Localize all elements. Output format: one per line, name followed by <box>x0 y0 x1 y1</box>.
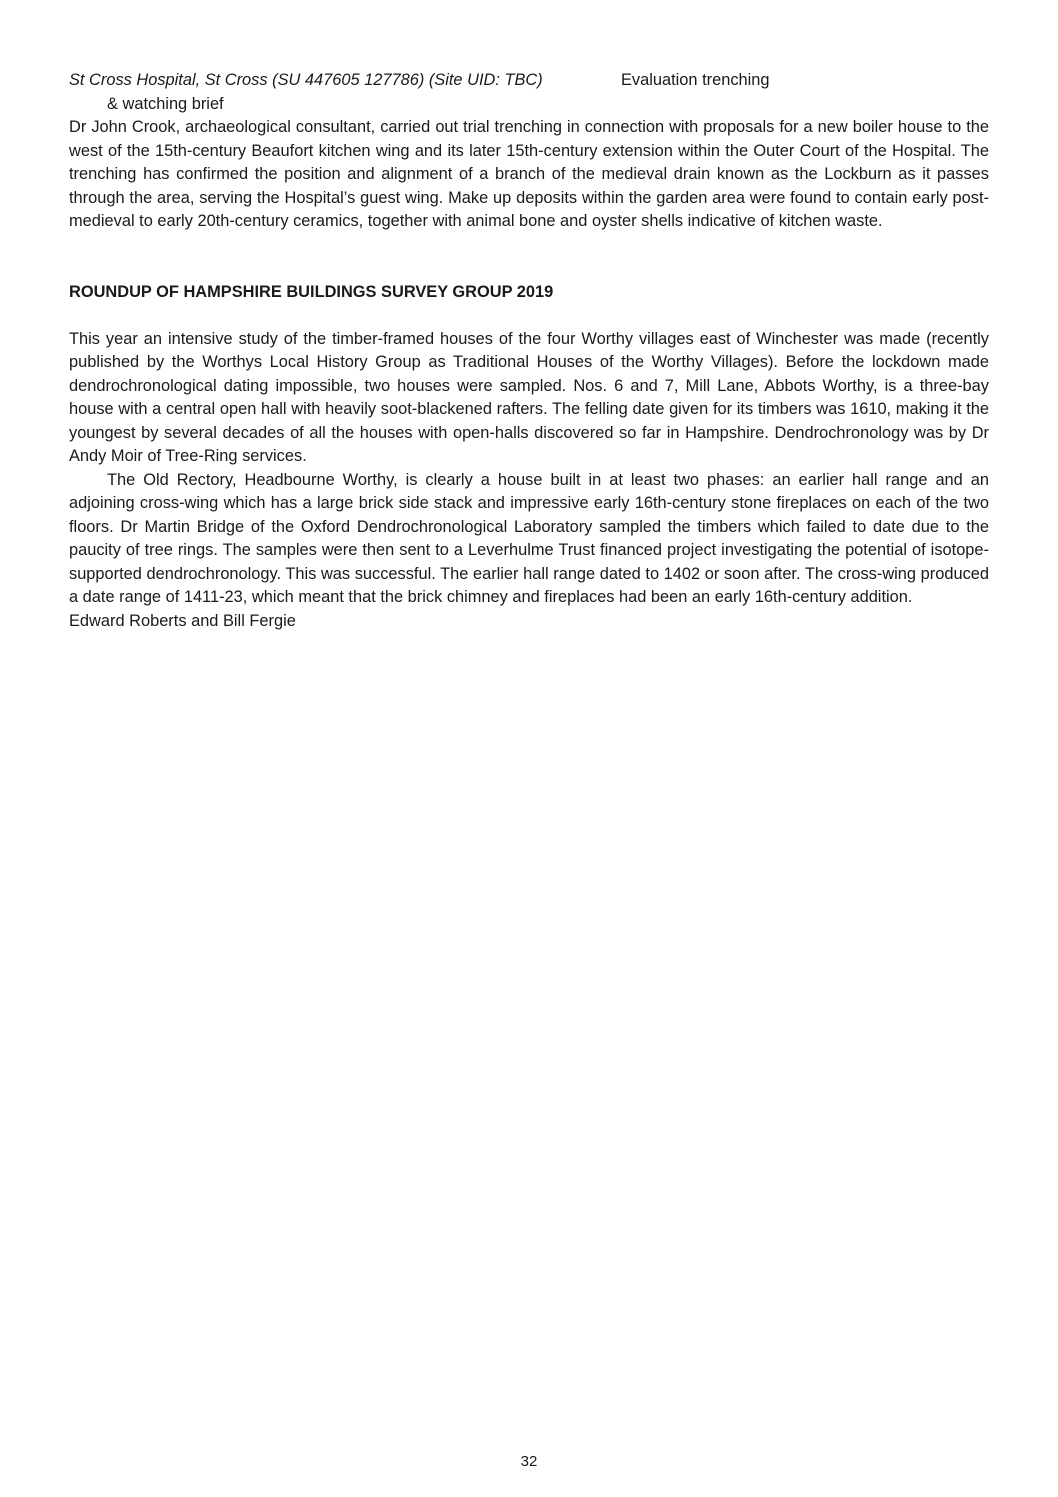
site-work-type-continued: & watching brief <box>107 94 224 113</box>
section-heading: ROUNDUP OF HAMPSHIRE BUILDINGS SURVEY GROUP 2019 <box>69 282 554 301</box>
page-content <box>69 69 989 633</box>
author-credit: Edward Roberts and Bill Fergie <box>69 611 296 630</box>
site-entry-heading <box>69 69 989 93</box>
site-entry-body: Dr John Crook, archaeological consultant, carried out trial trenching in connection with proposals for a new boiler house to the west of the 15th-century Beaufort kitchen wing and its later 15th-century extension within the Outer Court of the Hospital. The trenching has confirmed the position and alignment of a branch of the medieval drain known as the Lockburn as it passes through the area, serving the Hospital’s guest wing. Make up deposits within the garden area were found to contain early post-medieval to early 20th-century ceramics, together with animal bone and oyster shells indicative of kitchen waste. <box>69 118 989 230</box>
site-title: St Cross Hospital, St Cross (SU 447605 127786) (Site UID: TBC) <box>69 71 543 89</box>
roundup-paragraph-1: This year an intensive study of the timber-framed houses of the four Worthy villages east of Winchester was made (recently published by the Worthys Local History Group as Traditional Houses of the Worthy Villages). Before the lockdown made dendrochronological dating impossible, two houses were sampled. Nos. 6 and 7, Mill Lane, Abbots Worthy, is a three-bay house with a central open hall with heavily soot-blackened rafters. The felling date given for its timbers was 1610, making it the youngest by several decades of all the houses with open-halls discovered so far in Hampshire. Dendrochronology was by Dr Andy Moir of Tree-Ring services. <box>69 329 989 465</box>
page-number: 32 <box>520 1453 538 1470</box>
roundup-paragraph-2: The Old Rectory, Headbourne Worthy, is clearly a house built in at least two phases: an earlier hall range and an adjoining cross-wing which has a large brick side stack and impressive early 16th-century stone fireplaces on each of the two floors. Dr Martin Bridge of the Oxford Dendrochronological Laboratory sampled the timbers which failed to date due to the paucity of tree rings. The samples were then sent to a Leverhulme Trust financed project investigating the potential of isotope-supported dendrochronology. This was successful. The earlier hall range dated to 1402 or soon after. The cross-wing produced a date range of 1411-23, which meant that the brick chimney and fireplaces had been an early 16th-century addition. <box>69 470 989 606</box>
site-work-type: Evaluation trenching <box>621 71 770 89</box>
